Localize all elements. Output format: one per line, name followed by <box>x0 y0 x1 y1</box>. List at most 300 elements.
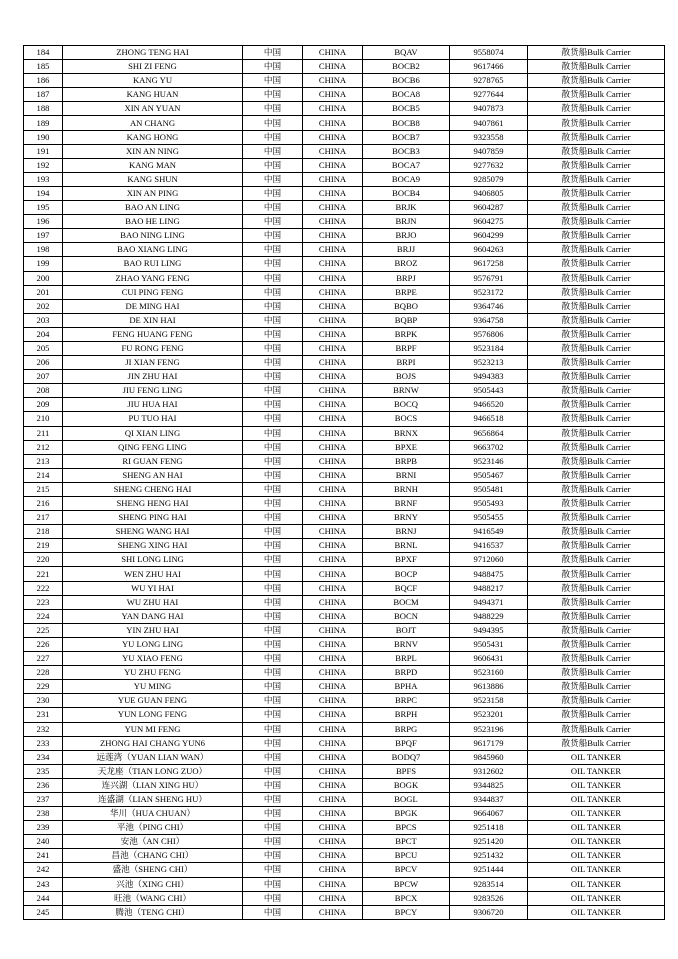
cell-row-number: 229 <box>24 680 63 694</box>
cell-country-cn: 中国 <box>243 229 303 243</box>
cell-ship-name: YU ZHU FENG <box>63 666 243 680</box>
cell-row-number: 222 <box>24 581 63 595</box>
cell-call-sign: BOJS <box>363 370 450 384</box>
cell-ship-type: 散货船Bulk Carrier <box>528 666 665 680</box>
cell-call-sign: BOCB4 <box>363 186 450 200</box>
cell-ship-name: JI XIAN FENG <box>63 356 243 370</box>
cell-row-number: 198 <box>24 243 63 257</box>
cell-ship-name: 平池（PING CHI） <box>63 821 243 835</box>
cell-call-sign: BRNY <box>363 511 450 525</box>
cell-country-cn: 中国 <box>243 299 303 313</box>
cell-row-number: 218 <box>24 525 63 539</box>
cell-row-number: 243 <box>24 877 63 891</box>
table-row <box>24 102 665 116</box>
cell-country-cn: 中国 <box>243 511 303 525</box>
cell-imo-number: 9407861 <box>450 116 528 130</box>
cell-ship-name: QI XIAN LING <box>63 426 243 440</box>
cell-call-sign: BPCY <box>363 905 450 919</box>
cell-imo-number: 9488229 <box>450 609 528 623</box>
cell-ship-type: OIL TANKER <box>528 835 665 849</box>
table-row <box>24 243 665 257</box>
cell-ship-name: 昌池（CHANG CHI） <box>63 849 243 863</box>
cell-ship-type: 散货船Bulk Carrier <box>528 567 665 581</box>
cell-ship-name: FU RONG FENG <box>63 341 243 355</box>
cell-imo-number: 9251418 <box>450 821 528 835</box>
cell-country-cn: 中国 <box>243 821 303 835</box>
ship-registry-table <box>23 45 665 920</box>
cell-country-en: CHINA <box>303 412 363 426</box>
cell-country-cn: 中国 <box>243 186 303 200</box>
cell-row-number: 185 <box>24 60 63 74</box>
cell-call-sign: BPCV <box>363 863 450 877</box>
cell-imo-number: 9523160 <box>450 666 528 680</box>
cell-row-number: 245 <box>24 905 63 919</box>
cell-imo-number: 9523184 <box>450 341 528 355</box>
cell-row-number: 210 <box>24 412 63 426</box>
cell-country-en: CHINA <box>303 722 363 736</box>
cell-country-cn: 中国 <box>243 243 303 257</box>
cell-row-number: 207 <box>24 370 63 384</box>
cell-row-number: 202 <box>24 299 63 313</box>
table-row <box>24 680 665 694</box>
table-row <box>24 384 665 398</box>
cell-country-cn: 中国 <box>243 680 303 694</box>
cell-country-cn: 中国 <box>243 130 303 144</box>
cell-call-sign: BRPE <box>363 285 450 299</box>
table-row <box>24 553 665 567</box>
cell-imo-number: 9251420 <box>450 835 528 849</box>
table-row <box>24 144 665 158</box>
cell-call-sign: BRNI <box>363 468 450 482</box>
cell-country-en: CHINA <box>303 807 363 821</box>
cell-country-cn: 中国 <box>243 46 303 60</box>
cell-row-number: 220 <box>24 553 63 567</box>
table-row <box>24 454 665 468</box>
cell-ship-type: 散货船Bulk Carrier <box>528 553 665 567</box>
cell-ship-name: RI GUAN FENG <box>63 454 243 468</box>
cell-country-en: CHINA <box>303 736 363 750</box>
cell-country-cn: 中国 <box>243 116 303 130</box>
cell-country-cn: 中国 <box>243 172 303 186</box>
cell-imo-number: 9488475 <box>450 567 528 581</box>
cell-ship-type: 散货船Bulk Carrier <box>528 384 665 398</box>
cell-country-en: CHINA <box>303 46 363 60</box>
cell-row-number: 196 <box>24 215 63 229</box>
cell-imo-number: 9845960 <box>450 750 528 764</box>
cell-country-en: CHINA <box>303 257 363 271</box>
cell-country-en: CHINA <box>303 482 363 496</box>
cell-row-number: 239 <box>24 821 63 835</box>
cell-country-en: CHINA <box>303 595 363 609</box>
cell-country-cn: 中国 <box>243 807 303 821</box>
cell-ship-name: YUN MI FENG <box>63 722 243 736</box>
cell-row-number: 208 <box>24 384 63 398</box>
cell-country-en: CHINA <box>303 229 363 243</box>
cell-row-number: 197 <box>24 229 63 243</box>
cell-ship-type: OIL TANKER <box>528 877 665 891</box>
cell-country-cn: 中国 <box>243 257 303 271</box>
cell-row-number: 184 <box>24 46 63 60</box>
cell-row-number: 214 <box>24 468 63 482</box>
table-row <box>24 356 665 370</box>
cell-call-sign: BOCP <box>363 567 450 581</box>
cell-imo-number: 9344837 <box>450 792 528 806</box>
cell-ship-type: OIL TANKER <box>528 905 665 919</box>
cell-call-sign: BQCF <box>363 581 450 595</box>
cell-country-cn: 中国 <box>243 412 303 426</box>
cell-ship-type: 散货船Bulk Carrier <box>528 539 665 553</box>
cell-imo-number: 9523196 <box>450 722 528 736</box>
cell-ship-name: XIN AN NING <box>63 144 243 158</box>
cell-country-cn: 中国 <box>243 722 303 736</box>
cell-ship-type: 散货船Bulk Carrier <box>528 736 665 750</box>
cell-country-en: CHINA <box>303 60 363 74</box>
cell-ship-type: 散货船Bulk Carrier <box>528 158 665 172</box>
cell-country-en: CHINA <box>303 102 363 116</box>
cell-ship-name: ZHONG HAI CHANG YUN6 <box>63 736 243 750</box>
cell-ship-name: 腾池（TENG CHI） <box>63 905 243 919</box>
cell-country-en: CHINA <box>303 243 363 257</box>
cell-row-number: 203 <box>24 313 63 327</box>
cell-country-en: CHINA <box>303 88 363 102</box>
cell-ship-name: QING FENG LING <box>63 440 243 454</box>
cell-ship-type: 散货船Bulk Carrier <box>528 525 665 539</box>
cell-row-number: 192 <box>24 158 63 172</box>
cell-imo-number: 9466520 <box>450 398 528 412</box>
cell-ship-type: 散货船Bulk Carrier <box>528 412 665 426</box>
cell-ship-type: OIL TANKER <box>528 792 665 806</box>
cell-row-number: 240 <box>24 835 63 849</box>
cell-ship-name: 连兴湖（LIAN XING HU） <box>63 778 243 792</box>
cell-country-cn: 中国 <box>243 454 303 468</box>
cell-call-sign: BOCB7 <box>363 130 450 144</box>
cell-call-sign: BOCA8 <box>363 88 450 102</box>
table-row <box>24 327 665 341</box>
cell-country-cn: 中国 <box>243 88 303 102</box>
cell-country-en: CHINA <box>303 440 363 454</box>
cell-ship-name: SHENG PING HAI <box>63 511 243 525</box>
cell-country-cn: 中国 <box>243 313 303 327</box>
cell-imo-number: 9617179 <box>450 736 528 750</box>
cell-country-cn: 中国 <box>243 666 303 680</box>
cell-call-sign: BRPF <box>363 341 450 355</box>
cell-country-en: CHINA <box>303 680 363 694</box>
cell-ship-type: 散货船Bulk Carrier <box>528 186 665 200</box>
cell-country-cn: 中国 <box>243 877 303 891</box>
cell-ship-name: SHENG CHENG HAI <box>63 482 243 496</box>
cell-country-cn: 中国 <box>243 736 303 750</box>
cell-row-number: 215 <box>24 482 63 496</box>
table-row <box>24 299 665 313</box>
cell-row-number: 201 <box>24 285 63 299</box>
table-row <box>24 652 665 666</box>
cell-imo-number: 9283514 <box>450 877 528 891</box>
cell-ship-name: SHI ZI FENG <box>63 60 243 74</box>
cell-country-cn: 中国 <box>243 764 303 778</box>
cell-country-en: CHINA <box>303 511 363 525</box>
cell-row-number: 212 <box>24 440 63 454</box>
cell-country-cn: 中国 <box>243 792 303 806</box>
cell-row-number: 223 <box>24 595 63 609</box>
cell-imo-number: 9505481 <box>450 482 528 496</box>
cell-country-cn: 中国 <box>243 341 303 355</box>
cell-country-en: CHINA <box>303 356 363 370</box>
cell-call-sign: BPCW <box>363 877 450 891</box>
cell-country-en: CHINA <box>303 327 363 341</box>
cell-ship-name: ZHAO YANG FENG <box>63 271 243 285</box>
cell-country-en: CHINA <box>303 215 363 229</box>
cell-ship-type: 散货船Bulk Carrier <box>528 652 665 666</box>
cell-country-en: CHINA <box>303 581 363 595</box>
cell-call-sign: BOCM <box>363 595 450 609</box>
cell-call-sign: BOCB5 <box>363 102 450 116</box>
cell-row-number: 228 <box>24 666 63 680</box>
cell-country-en: CHINA <box>303 553 363 567</box>
cell-ship-type: 散货船Bulk Carrier <box>528 440 665 454</box>
cell-ship-name: 华川（HUA CHUAN） <box>63 807 243 821</box>
cell-call-sign: BRJK <box>363 201 450 215</box>
cell-country-cn: 中国 <box>243 201 303 215</box>
cell-country-en: CHINA <box>303 764 363 778</box>
cell-row-number: 209 <box>24 398 63 412</box>
cell-ship-name: XIN AN PING <box>63 186 243 200</box>
table-body <box>24 46 665 920</box>
cell-row-number: 216 <box>24 497 63 511</box>
cell-ship-type: 散货船Bulk Carrier <box>528 102 665 116</box>
cell-country-cn: 中国 <box>243 891 303 905</box>
cell-country-cn: 中国 <box>243 74 303 88</box>
cell-ship-name: SHENG HENG HAI <box>63 497 243 511</box>
table-row <box>24 708 665 722</box>
table-row <box>24 722 665 736</box>
cell-call-sign: BOCQ <box>363 398 450 412</box>
cell-imo-number: 9576791 <box>450 271 528 285</box>
cell-ship-name: YU LONG LING <box>63 637 243 651</box>
cell-imo-number: 9606431 <box>450 652 528 666</box>
cell-row-number: 235 <box>24 764 63 778</box>
cell-imo-number: 9277644 <box>450 88 528 102</box>
cell-imo-number: 9505467 <box>450 468 528 482</box>
table-row <box>24 130 665 144</box>
cell-country-cn: 中国 <box>243 468 303 482</box>
cell-row-number: 194 <box>24 186 63 200</box>
cell-imo-number: 9505455 <box>450 511 528 525</box>
cell-call-sign: BRPL <box>363 652 450 666</box>
cell-country-en: CHINA <box>303 341 363 355</box>
cell-call-sign: BOCB3 <box>363 144 450 158</box>
cell-country-cn: 中国 <box>243 750 303 764</box>
cell-ship-type: 散货船Bulk Carrier <box>528 88 665 102</box>
cell-ship-type: 散货船Bulk Carrier <box>528 243 665 257</box>
cell-ship-type: OIL TANKER <box>528 807 665 821</box>
table-row <box>24 694 665 708</box>
cell-country-en: CHINA <box>303 609 363 623</box>
cell-imo-number: 9494371 <box>450 595 528 609</box>
cell-country-en: CHINA <box>303 567 363 581</box>
table-row <box>24 835 665 849</box>
cell-country-cn: 中国 <box>243 384 303 398</box>
cell-country-en: CHINA <box>303 652 363 666</box>
cell-imo-number: 9523213 <box>450 356 528 370</box>
cell-ship-type: 散货船Bulk Carrier <box>528 327 665 341</box>
cell-imo-number: 9712060 <box>450 553 528 567</box>
cell-ship-name: YUE GUAN FENG <box>63 694 243 708</box>
cell-row-number: 200 <box>24 271 63 285</box>
cell-row-number: 193 <box>24 172 63 186</box>
cell-row-number: 238 <box>24 807 63 821</box>
table-row <box>24 158 665 172</box>
cell-ship-name: CUI PING FENG <box>63 285 243 299</box>
table-row <box>24 525 665 539</box>
cell-ship-type: 散货船Bulk Carrier <box>528 130 665 144</box>
cell-imo-number: 9523172 <box>450 285 528 299</box>
table-row <box>24 877 665 891</box>
cell-call-sign: BPCS <box>363 821 450 835</box>
cell-row-number: 219 <box>24 539 63 553</box>
cell-ship-type: 散货船Bulk Carrier <box>528 229 665 243</box>
cell-country-cn: 中国 <box>243 497 303 511</box>
cell-country-en: CHINA <box>303 130 363 144</box>
cell-ship-name: 盛池（SHENG CHI） <box>63 863 243 877</box>
cell-country-cn: 中国 <box>243 849 303 863</box>
cell-imo-number: 9604275 <box>450 215 528 229</box>
cell-imo-number: 9505431 <box>450 637 528 651</box>
cell-country-en: CHINA <box>303 539 363 553</box>
cell-call-sign: BOJT <box>363 623 450 637</box>
cell-imo-number: 9466518 <box>450 412 528 426</box>
cell-country-en: CHINA <box>303 694 363 708</box>
cell-country-cn: 中国 <box>243 525 303 539</box>
table-row <box>24 341 665 355</box>
cell-imo-number: 9664067 <box>450 807 528 821</box>
table-row <box>24 201 665 215</box>
cell-country-en: CHINA <box>303 778 363 792</box>
cell-country-en: CHINA <box>303 750 363 764</box>
cell-row-number: 217 <box>24 511 63 525</box>
cell-country-cn: 中国 <box>243 356 303 370</box>
cell-ship-name: AN CHANG <box>63 116 243 130</box>
cell-ship-name: YUN LONG FENG <box>63 708 243 722</box>
table-row <box>24 257 665 271</box>
cell-call-sign: BODQ7 <box>363 750 450 764</box>
cell-ship-name: SHENG WANG HAI <box>63 525 243 539</box>
cell-country-cn: 中国 <box>243 863 303 877</box>
cell-country-en: CHINA <box>303 666 363 680</box>
table-row <box>24 511 665 525</box>
table-row <box>24 623 665 637</box>
cell-country-cn: 中国 <box>243 595 303 609</box>
cell-call-sign: BRNL <box>363 539 450 553</box>
cell-country-cn: 中国 <box>243 398 303 412</box>
cell-call-sign: BOCA9 <box>363 172 450 186</box>
cell-country-en: CHINA <box>303 623 363 637</box>
cell-ship-name: SHENG XING HAI <box>63 539 243 553</box>
cell-ship-name: 远莲湾（YUAN LIAN WAN） <box>63 750 243 764</box>
cell-call-sign: BRNV <box>363 637 450 651</box>
cell-ship-name: DE MING HAI <box>63 299 243 313</box>
cell-ship-name: YU MING <box>63 680 243 694</box>
cell-country-cn: 中国 <box>243 637 303 651</box>
cell-ship-name: YIN ZHU HAI <box>63 623 243 637</box>
cell-ship-name: BAO XIANG LING <box>63 243 243 257</box>
table-row <box>24 849 665 863</box>
cell-imo-number: 9604299 <box>450 229 528 243</box>
cell-ship-name: 天龙座（TIAN LONG ZUO） <box>63 764 243 778</box>
cell-imo-number: 9576806 <box>450 327 528 341</box>
table-row <box>24 666 665 680</box>
cell-call-sign: BRPK <box>363 327 450 341</box>
cell-call-sign: BPQF <box>363 736 450 750</box>
table-row <box>24 271 665 285</box>
table-row <box>24 778 665 792</box>
cell-row-number: 211 <box>24 426 63 440</box>
cell-country-en: CHINA <box>303 370 363 384</box>
cell-row-number: 191 <box>24 144 63 158</box>
cell-imo-number: 9656864 <box>450 426 528 440</box>
cell-imo-number: 9312602 <box>450 764 528 778</box>
table-row <box>24 482 665 496</box>
cell-ship-type: 散货船Bulk Carrier <box>528 271 665 285</box>
cell-ship-type: 散货船Bulk Carrier <box>528 511 665 525</box>
table-row <box>24 370 665 384</box>
cell-imo-number: 9406805 <box>450 186 528 200</box>
cell-ship-type: 散货船Bulk Carrier <box>528 609 665 623</box>
cell-row-number: 204 <box>24 327 63 341</box>
cell-ship-type: 散货船Bulk Carrier <box>528 694 665 708</box>
cell-ship-name: KANG MAN <box>63 158 243 172</box>
cell-row-number: 188 <box>24 102 63 116</box>
cell-country-en: CHINA <box>303 497 363 511</box>
cell-ship-type: 散货船Bulk Carrier <box>528 341 665 355</box>
cell-ship-type: 散货船Bulk Carrier <box>528 426 665 440</box>
cell-ship-name: JIN ZHU HAI <box>63 370 243 384</box>
table-row <box>24 440 665 454</box>
cell-imo-number: 9306720 <box>450 905 528 919</box>
cell-ship-type: 散货船Bulk Carrier <box>528 623 665 637</box>
cell-call-sign: BOGK <box>363 778 450 792</box>
cell-ship-type: 散货船Bulk Carrier <box>528 215 665 229</box>
cell-country-en: CHINA <box>303 201 363 215</box>
table-row <box>24 88 665 102</box>
cell-ship-type: 散货船Bulk Carrier <box>528 680 665 694</box>
cell-country-cn: 中国 <box>243 158 303 172</box>
table-row <box>24 609 665 623</box>
cell-row-number: 205 <box>24 341 63 355</box>
cell-row-number: 232 <box>24 722 63 736</box>
cell-country-en: CHINA <box>303 821 363 835</box>
cell-ship-type: OIL TANKER <box>528 891 665 905</box>
cell-country-en: CHINA <box>303 144 363 158</box>
cell-ship-name: BAO RUI LING <box>63 257 243 271</box>
cell-country-en: CHINA <box>303 708 363 722</box>
cell-call-sign: BRPD <box>363 666 450 680</box>
cell-country-en: CHINA <box>303 905 363 919</box>
table-row <box>24 891 665 905</box>
table-row <box>24 398 665 412</box>
cell-ship-name: KANG YU <box>63 74 243 88</box>
cell-ship-type: 散货船Bulk Carrier <box>528 285 665 299</box>
cell-imo-number: 9617466 <box>450 60 528 74</box>
table-row <box>24 539 665 553</box>
cell-row-number: 242 <box>24 863 63 877</box>
cell-call-sign: BOCB8 <box>363 116 450 130</box>
cell-call-sign: BPXE <box>363 440 450 454</box>
cell-call-sign: BQAV <box>363 46 450 60</box>
cell-country-cn: 中国 <box>243 835 303 849</box>
cell-imo-number: 9604287 <box>450 201 528 215</box>
cell-imo-number: 9523146 <box>450 454 528 468</box>
cell-row-number: 189 <box>24 116 63 130</box>
